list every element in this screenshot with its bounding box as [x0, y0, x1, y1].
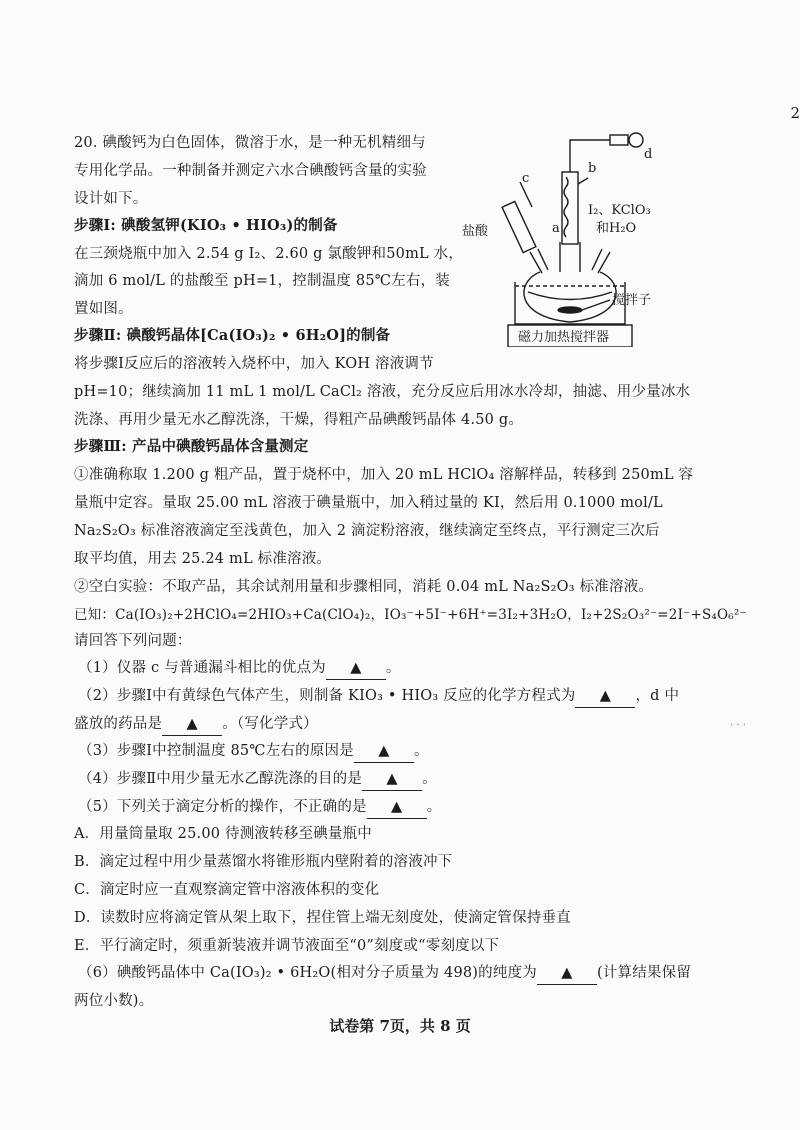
condenser-coil: [564, 177, 568, 237]
question-1: （1）仪器 c 与普通漏斗相比的优点为 ▲ 。: [78, 657, 401, 680]
step2-title: 步骤Ⅱ: 碘酸钙晶体[Ca(IO₃)₂ • 6H₂O]的制备: [74, 327, 391, 344]
label-a: a: [552, 221, 560, 236]
liquid-surface: [528, 292, 612, 300]
question-prompt: 请回答下列问题：: [74, 633, 192, 649]
condenser-port-b: [578, 178, 588, 184]
flask-right-neck: [592, 249, 610, 273]
step2-line-2: pH=10；继续滴加 11 mL 1 mol/L CaCl₂ 溶液，充分反应后用冰水冷却，抽滤、用少量冰水: [74, 384, 691, 400]
answer-blank: ▲: [537, 962, 597, 985]
flask-left-neck: [530, 249, 548, 273]
question-3: （3）步骤Ⅰ中控制温度 85℃左右的原因是 ▲ 。: [78, 740, 429, 763]
question-2-line-1: （2）步骤Ⅰ中有黄绿色气体产生，则制备 KIO₃ • HIO₃ 反应的化学方程式为 ▲ ，d 中: [78, 685, 679, 708]
step3-line-2: 量瓶中定容。量取 25.00 mL 溶液于碘量瓶中，加入稍过量的 KI，然后用 0.1000 mol/L: [74, 495, 663, 511]
question-2-line-2: 盛放的药品是 ▲ 。（写化学式）: [74, 713, 318, 736]
label-c: c: [522, 171, 530, 186]
water-bath: [515, 282, 625, 324]
step3-line-1: ①准确称取 1.200 g 粗产品，置于烧杯中，加入 20 mL HClO₄ 溶解样品，转移到 250mL 容: [74, 467, 694, 483]
option-b: B．滴定过程中用少量蒸馏水将锥形瓶内壁附着的溶液冲下: [74, 854, 453, 870]
option-e: E．平行滴定时，须重新装液并调节液面至“0”刻度或“零刻度以下: [74, 938, 500, 954]
question-6-line-1: （6）碘酸钙晶体中 Ca(IO₃)₂ • 6H₂O(相对分子质量为 498)的纯度为 ▲ (计算结果保留: [78, 962, 691, 985]
intro-line-1: 20. 碘酸钙为白色固体，微溶于水，是一种无机精细与: [74, 135, 426, 151]
three-neck-flask: [524, 272, 616, 322]
question-4: （4）步骤Ⅱ中用少量无水乙醇洗涤的目的是 ▲ 。: [78, 768, 437, 791]
apparatus-diagram: [460, 132, 680, 347]
label-hydrochloric-acid: 盐酸: [462, 224, 489, 239]
label-stir-bar: 搅拌子: [612, 293, 652, 308]
stir-pointer: [582, 300, 610, 310]
label-reagents-line-2: 和H₂O: [596, 221, 637, 236]
dropping-funnel-c: [502, 201, 536, 252]
answer-blank: ▲: [162, 713, 222, 736]
step3-line-5: ②空白实验：不取产品，其余试剂用量和步骤相同，消耗 0.04 mL Na₂S₂O₃ 标准溶液。: [74, 579, 654, 595]
step2-line-3: 洗涤、再用少量无水乙醇洗涤，干燥，得粗产品碘酸钙晶体 4.50 g。: [74, 412, 524, 428]
known-equations: 已知：Ca(IO₃)₂+2HClO₄=2HIO₃+Ca(ClO₄)₂，IO₃⁻+5I⁻+6H⁺=3I₂+3H₂O，I₂+2S₂O₃²⁻=2I⁻+S₄O₆²⁻: [74, 607, 747, 623]
label-b: b: [588, 161, 597, 176]
step2-line-1: 将步骤Ⅰ反应后的溶液转入烧杯中，加入 KOH 溶液调节: [74, 356, 434, 372]
page-footer: 试卷第 7页，共 8 页: [329, 1017, 471, 1035]
answer-blank: ▲: [367, 796, 427, 819]
page-corner-number: 2: [790, 104, 800, 122]
option-d: D．读数时应将滴定管从架上取下，捏住管上端无刻度处，使滴定管保持垂直: [74, 910, 571, 926]
answer-blank: ▲: [326, 657, 386, 680]
label-magnetic-stirrer: 磁力加热搅拌器: [518, 330, 610, 345]
intro-line-2: 专用化学品。一种制备并测定六水合碘酸钙含量的实验: [74, 163, 427, 179]
option-c: C．滴定时应一直观察滴定管中溶液体积的变化: [74, 882, 380, 898]
step1-line-1: 在三颈烧瓶中加入 2.54 g I₂、2.60 g 氯酸钾和50mL 水，: [74, 246, 464, 262]
scan-dots: · · ·: [730, 720, 746, 731]
answer-blank: ▲: [362, 768, 422, 791]
step1-line-3: 置如图。: [74, 301, 133, 317]
intro-line-3: 设计如下。: [74, 191, 148, 207]
step1-title: 步骤Ⅰ: 碘酸氢钾(KIO₃ • HIO₃)的制备: [74, 217, 338, 234]
label-d: d: [644, 147, 653, 162]
answer-blank: ▲: [354, 740, 414, 763]
label-reagents-line-1: I₂、KClO₃: [588, 203, 651, 218]
answer-blank: ▲: [575, 685, 635, 708]
question-6-line-2: 两位小数)。: [74, 993, 154, 1009]
option-a: A．用量筒量取 25.00 待测液转移至碘量瓶中: [74, 826, 372, 842]
drying-bulb-d: [629, 133, 643, 147]
step3-title: 步骤Ⅲ: 产品中碘酸钙晶体含量测定: [74, 438, 309, 455]
apparatus-figure: [460, 132, 680, 347]
step3-line-3: Na₂S₂O₃ 标准溶液滴定至浅黄色，加入 2 滴淀粉溶液，继续滴定至终点，平行测定三次后: [74, 523, 660, 539]
flask-center-neck: [560, 242, 580, 272]
drying-tube: [610, 135, 628, 145]
question-5: （5）下列关于滴定分析的操作，不正确的是 ▲ 。: [78, 796, 441, 819]
step1-line-2: 滴加 6 mol/L 的盐酸至 pH=1，控制温度 85℃左右，装: [74, 273, 450, 289]
step3-line-4: 取平均值，用去 25.24 mL 标准溶液。: [74, 551, 332, 567]
stir-bar: [558, 307, 582, 313]
